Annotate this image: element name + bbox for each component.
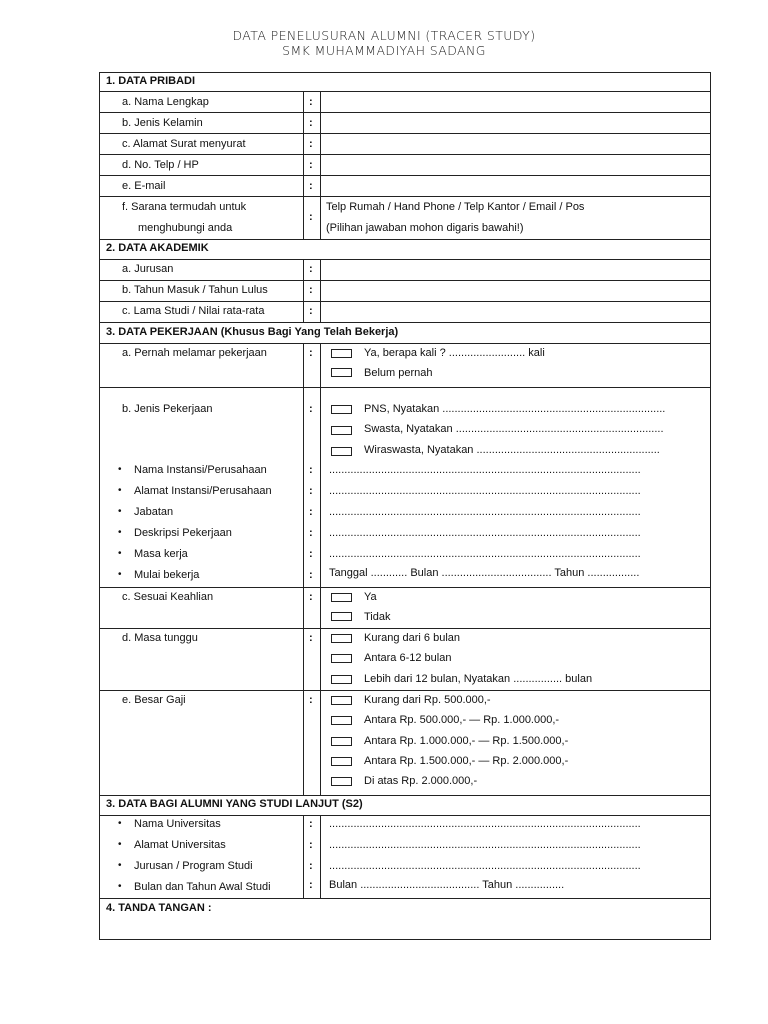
colon: :: [309, 117, 313, 129]
label-jenis-kelamin: b. Jenis Kelamin: [122, 117, 203, 129]
fill-line: ......................................................................................................: [329, 548, 641, 560]
colon: :: [309, 632, 313, 644]
bullet: •: [118, 818, 122, 829]
checkbox[interactable]: [331, 447, 352, 456]
bullet: •: [118, 464, 122, 475]
section-heading-tanda-tangan: 4. TANDA TANGAN :: [106, 902, 212, 914]
colon: :: [309, 591, 313, 603]
checkbox[interactable]: [331, 368, 352, 377]
colon: :: [309, 694, 313, 706]
label-lama-studi: c. Lama Studi / Nilai rata-rata: [122, 305, 265, 317]
section-heading-pekerjaan: 3. DATA PEKERJAAN (Khusus Bagi Yang Telah Bekerja): [106, 326, 399, 338]
label-jenis-pekerjaan: b. Jenis Pekerjaan: [122, 403, 213, 415]
colon: :: [309, 839, 313, 851]
colon: :: [309, 180, 313, 192]
colon: :: [309, 211, 313, 223]
label-telp: d. No. Telp / HP: [122, 159, 199, 171]
option-gaji-3: Antara Rp. 1.000.000,- — Rp. 1.500.000,-: [364, 735, 569, 747]
sarana-instruction: (Pilihan jawaban mohon digaris bawahi!): [326, 222, 524, 234]
section-heading-studi-lanjut: 3. DATA BAGI ALUMNI YANG STUDI LANJUT (S2): [106, 798, 363, 810]
option-kurang-6-bulan: Kurang dari 6 bulan: [364, 632, 461, 644]
fill-bulan-tahun: Bulan ....................................... Tahun ................: [329, 879, 565, 891]
label-email: e. E-mail: [122, 180, 166, 192]
checkbox[interactable]: [331, 612, 352, 621]
checkbox[interactable]: [331, 593, 352, 602]
colon: :: [309, 305, 313, 317]
school-name: SMK MUHAMMADIYAH SADANG: [282, 43, 486, 58]
checkbox[interactable]: [331, 405, 352, 414]
option-gaji-1: Kurang dari Rp. 500.000,-: [364, 694, 491, 706]
colon: :: [309, 548, 313, 560]
option-wiraswasta: Wiraswasta, Nyatakan ............................................................: [364, 444, 660, 456]
label-sarana: f. Sarana termudah untuk: [122, 201, 247, 213]
colon: :: [309, 403, 313, 415]
label-nama-universitas: Nama Universitas: [134, 818, 221, 830]
colon: :: [309, 860, 313, 872]
option-gaji-5: Di atas Rp. 2.000.000,-: [364, 775, 478, 787]
label-jabatan: Jabatan: [134, 506, 174, 518]
bullet: •: [118, 569, 122, 580]
checkbox[interactable]: [331, 675, 352, 684]
label-jurusan-prodi: Jurusan / Program Studi: [134, 860, 253, 872]
checkbox[interactable]: [331, 777, 352, 786]
option-ya-berapa-kali: Ya, berapa kali ? ......................... kali: [364, 347, 545, 359]
bullet: •: [118, 839, 122, 850]
sarana-options: Telp Rumah / Hand Phone / Telp Kantor / Email / Pos: [326, 201, 585, 213]
label-nama-instansi: Nama Instansi/Perusahaan: [134, 464, 267, 476]
checkbox[interactable]: [331, 696, 352, 705]
colon: :: [309, 527, 313, 539]
colon: :: [309, 159, 313, 171]
checkbox[interactable]: [331, 426, 352, 435]
fill-line: ......................................................................................................: [329, 506, 641, 518]
checkbox[interactable]: [331, 349, 352, 358]
checkbox[interactable]: [331, 757, 352, 766]
fill-line: ......................................................................................................: [329, 485, 641, 497]
label-sarana-cont: menghubungi anda: [138, 222, 233, 234]
fill-line: ......................................................................................................: [329, 527, 641, 539]
colon: :: [309, 506, 313, 518]
fill-tanggal-bulan-tahun: Tanggal ............ Bulan .................................... Tahun .................: [329, 567, 640, 579]
label-pernah-melamar: a. Pernah melamar pekerjaan: [122, 347, 267, 359]
bullet: •: [118, 485, 122, 496]
option-swasta: Swasta, Nyatakan ....................................................................: [364, 423, 664, 435]
section-heading-akademik: 2. DATA AKADEMIK: [106, 242, 209, 254]
label-besar-gaji: e. Besar Gaji: [122, 694, 186, 706]
fill-line: ......................................................................................................: [329, 860, 641, 872]
bullet: •: [118, 860, 122, 871]
colon: :: [309, 347, 313, 359]
label-nama: a. Nama Lengkap: [122, 96, 209, 108]
option-belum-pernah: Belum pernah: [364, 367, 433, 379]
label-alamat-instansi: Alamat Instansi/Perusahaan: [134, 485, 272, 497]
section-heading-pribadi: 1. DATA PRIBADI: [106, 75, 196, 87]
label-masa-kerja: Masa kerja: [134, 548, 188, 560]
option-ya: Ya: [364, 591, 377, 603]
colon: :: [309, 818, 313, 830]
option-gaji-4: Antara Rp. 1.500.000,- — Rp. 2.000.000,-: [364, 755, 569, 767]
label-masa-tunggu: d. Masa tunggu: [122, 632, 198, 644]
colon: :: [309, 569, 313, 581]
colon: :: [309, 284, 313, 296]
label-mulai-bekerja: Mulai bekerja: [134, 569, 200, 581]
checkbox[interactable]: [331, 654, 352, 663]
option-6-12-bulan: Antara 6-12 bulan: [364, 652, 452, 664]
checkbox[interactable]: [331, 634, 352, 643]
bullet: •: [118, 506, 122, 517]
option-lebih-12-bulan: Lebih dari 12 bulan, Nyatakan ................ bulan: [364, 673, 593, 685]
fill-line: ......................................................................................................: [329, 839, 641, 851]
option-pns: PNS, Nyatakan .........................................................................: [364, 403, 666, 415]
label-jurusan: a. Jurusan: [122, 263, 174, 275]
colon: :: [309, 485, 313, 497]
form-title: DATA PENELUSURAN ALUMNI (TRACER STUDY): [232, 28, 536, 43]
label-tahun: b. Tahun Masuk / Tahun Lulus: [122, 284, 268, 296]
label-alamat-universitas: Alamat Universitas: [134, 839, 226, 851]
checkbox[interactable]: [331, 716, 352, 725]
option-gaji-2: Antara Rp. 500.000,- — Rp. 1.000.000,-: [364, 714, 560, 726]
colon: :: [309, 879, 313, 891]
colon: :: [309, 464, 313, 476]
bullet: •: [118, 548, 122, 559]
label-alamat: c. Alamat Surat menyurat: [122, 138, 246, 150]
colon: :: [309, 263, 313, 275]
colon: :: [309, 96, 313, 108]
fill-line: ......................................................................................................: [329, 464, 641, 476]
fill-line: ......................................................................................................: [329, 818, 641, 830]
colon: :: [309, 138, 313, 150]
bullet: •: [118, 527, 122, 538]
label-bulan-tahun-studi: Bulan dan Tahun Awal Studi: [134, 881, 271, 893]
label-sesuai-keahlian: c. Sesuai Keahlian: [122, 591, 214, 603]
label-deskripsi: Deskripsi Pekerjaan: [134, 527, 232, 539]
checkbox[interactable]: [331, 737, 352, 746]
option-tidak: Tidak: [364, 611, 391, 623]
bullet: •: [118, 881, 122, 892]
